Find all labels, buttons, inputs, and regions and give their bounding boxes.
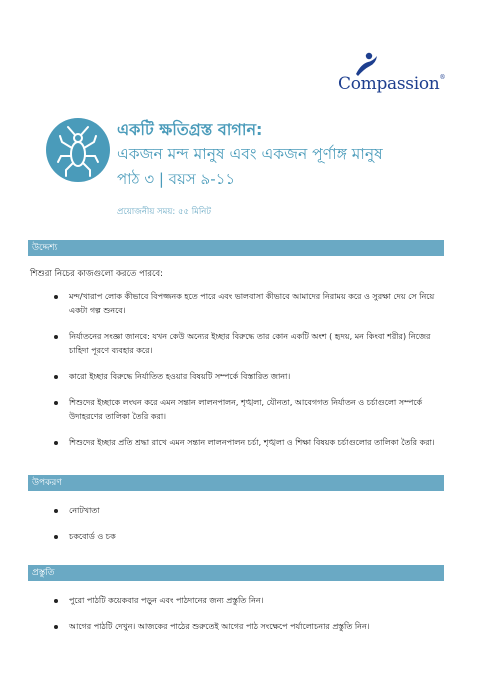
bullet-icon [54,599,58,603]
section-heading-materials: উপকরণ [28,475,444,491]
objectives-intro: শিশুরা নিচের কাজগুলো করতে পারবে: [30,269,164,279]
list-item: আগের পাঠটি দেখুন। আজকের পাঠের শুরুতেই আগের পাঠ সংক্ষেপে পর্যালোচনার প্রস্তুতি নিন। [54,620,444,634]
bullet-icon [54,295,58,299]
bullet-icon [54,335,58,339]
bullet-icon [54,535,58,539]
page-title: একটি ক্ষতিগ্রস্ত বাগান: [117,120,263,139]
insect-icon [46,118,110,182]
duration-text: প্রয়োজনীয় সময়: ৫৫ মিনিট [117,207,211,217]
materials-list [54,504,444,544]
section-heading-preparation: প্রস্তুতি [28,565,444,581]
list-item: পুরো পাঠটি কয়েকবার পড়ুন এবং পাঠদানের জন্য প্রস্তুতি নিন। [54,594,444,608]
list-item: মন্দ/খারাপ লোক কীভাবে বিপজ্জনক হতে পারে এবং ভালবাসা কীভাবে আমাদের নিরাময় করে ও সুরক্ষা দেয় সে নিয়ে একটা গল্প শুনবে। [54,290,444,318]
list-item: কারো ইচ্ছার বিরুদ্ধে নির্যাতিত হওয়ার বিষয়টি সম্পর্কে বিস্তারিত জানা। [54,370,444,384]
list-item: নির্যাতনের সংজ্ঞা জানবে: যখন কেউ অন্যের ইচ্ছার বিরুদ্ধে তার কোন একটি অংশ ( হৃদয়, মন কিংবা শরীর) নিজের চাহিদা পূরণে ব্যবহার করে। [54,330,444,358]
bullet-icon [54,441,58,445]
preparation-list [54,594,444,634]
objectives-list [54,290,444,450]
bullet-icon [54,375,58,379]
list-item: শিশুদের ইচ্ছার প্রতি শ্রদ্ধা রাখে এমন সন্তান লালনপালন চর্চা, শৃঙ্খলা ও শিক্ষা বিষয়ক চর্চাগুলোর তালিকা তৈরি করা। [54,436,444,450]
list-item: নোটখাতা [54,504,444,518]
lesson-info: পাঠ ৩ | বয়স ৯-১১ [117,170,236,188]
list-item: শিশুদের ইচ্ছাকে লংঘন করে এমন সন্তান লালনপালন, শৃঙ্খলা, যৌনতা, আবেগগত নির্যাতন ও চর্চাগুলো সম্পর্কে উদাহরণের তালিকা তৈরি করা। [54,396,444,424]
compassion-logo [338,52,448,98]
list-item: চকবোর্ড ও চক [54,530,444,544]
bullet-icon [54,625,58,629]
page-subtitle: একজন মন্দ মানুষ এবং একজন পূর্ণাঙ্গ মানুষ [117,145,383,163]
logo-text: Compassion® [338,74,446,94]
bullet-icon [54,401,58,405]
bullet-icon [54,509,58,513]
section-heading-objectives: উদ্দেশ্য [28,240,444,256]
